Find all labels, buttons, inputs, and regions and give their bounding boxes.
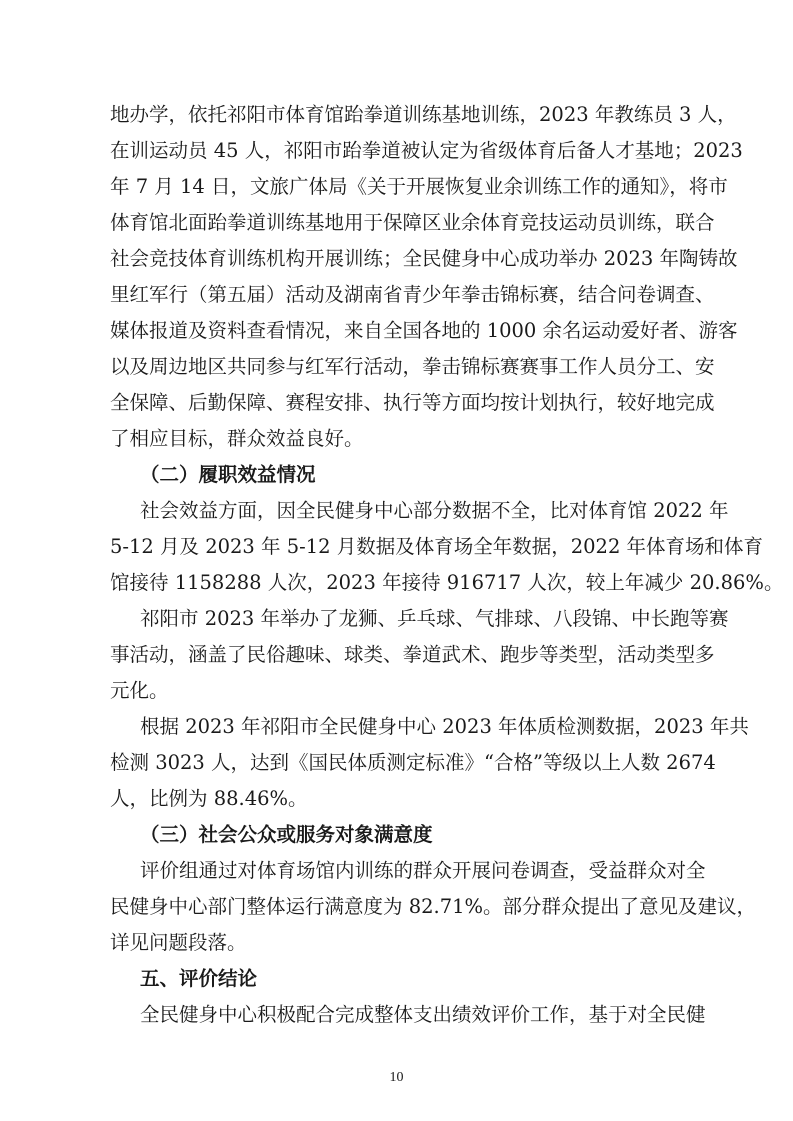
text-line: 全民健身中心积极配合完成整体支出绩效评价工作，基于对全民健 (140, 1003, 706, 1026)
text-line: 检测 3023 人，达到《国民体质测定标准》“合格”等级以上人数 2674 (110, 751, 716, 774)
paragraph (110, 997, 706, 1033)
paragraph (110, 853, 757, 961)
section-heading: （三）社会公众或服务对象满意度 (140, 823, 433, 846)
text-line: 社会竞技体育训练机构开展训练；全民健身中心成功举办 2023 年陶铸故 (110, 247, 738, 270)
text-line: 根据 2023 年祁阳市全民健身中心 2023 年体质检测数据，2023 年共 (140, 715, 749, 738)
text-line: 评价组通过对体育场馆内训练的群众开展问卷调查，受益群众对全 (140, 859, 706, 882)
paragraph (110, 709, 749, 817)
text-line: 民健身中心部门整体运行满意度为 82.71%。部分群众提出了意见及建议， (110, 895, 757, 918)
text-line: 了相应目标，群众效益良好。 (110, 427, 364, 450)
text-line: 体育馆北面跆拳道训练基地用于保障区业余体育竞技运动员训练，联合 (110, 211, 715, 234)
document-body (110, 97, 784, 1033)
text-line: 社会效益方面，因全民健身中心部分数据不全，比对体育馆 2022 年 (140, 499, 729, 522)
section-heading: （二）履职效益情况 (140, 463, 316, 486)
text-line: 详见问题段落。 (110, 931, 247, 954)
text-line: 媒体报道及资料查看情况，来自全国各地的 1000 余名运动爱好者、游客 (110, 319, 738, 342)
text-line: 人，比例为 88.46%。 (110, 787, 308, 810)
text-line: 事活动，涵盖了民俗趣味、球类、拳道武术、跑步等类型，活动类型多 (110, 643, 715, 666)
text-line: 全保障、后勤保障、赛程安排、执行等方面均按计划执行，较好地完成 (110, 391, 715, 414)
text-line: 祁阳市 2023 年举办了龙狮、乒乓球、气排球、八段锦、中长跑等赛 (140, 607, 729, 630)
text-line: 地办学，依托祁阳市体育馆跆拳道训练基地训练，2023 年教练员 3 人， (110, 103, 737, 126)
paragraph (110, 97, 743, 457)
text-line: 里红军行（第五届）活动及湖南省青少年拳击锦标赛，结合问卷调查、 (110, 283, 715, 306)
page-number: 10 (389, 1070, 404, 1085)
section-heading: 五、评价结论 (140, 967, 258, 990)
paragraph (110, 601, 729, 709)
text-line: 馆接待 1158288 人次，2023 年接待 916717 人次，较上年减少 20.86%。 (110, 571, 784, 594)
text-line: 5-12 月及 2023 年 5-12 月数据及体育场全年数据，2022 年体育场和体育 (110, 535, 764, 558)
text-line: 以及周边地区共同参与红军行活动，拳击锦标赛赛事工作人员分工、安 (110, 355, 715, 378)
text-line: 在训运动员 45 人，祁阳市跆拳道被认定为省级体育后备人才基地；2023 (110, 139, 743, 162)
text-line: 元化。 (110, 679, 169, 702)
paragraph (110, 493, 784, 601)
text-line: 年 7 月 14 日，文旅广体局《关于开展恢复业余训练工作的通知》，将市 (110, 175, 728, 198)
